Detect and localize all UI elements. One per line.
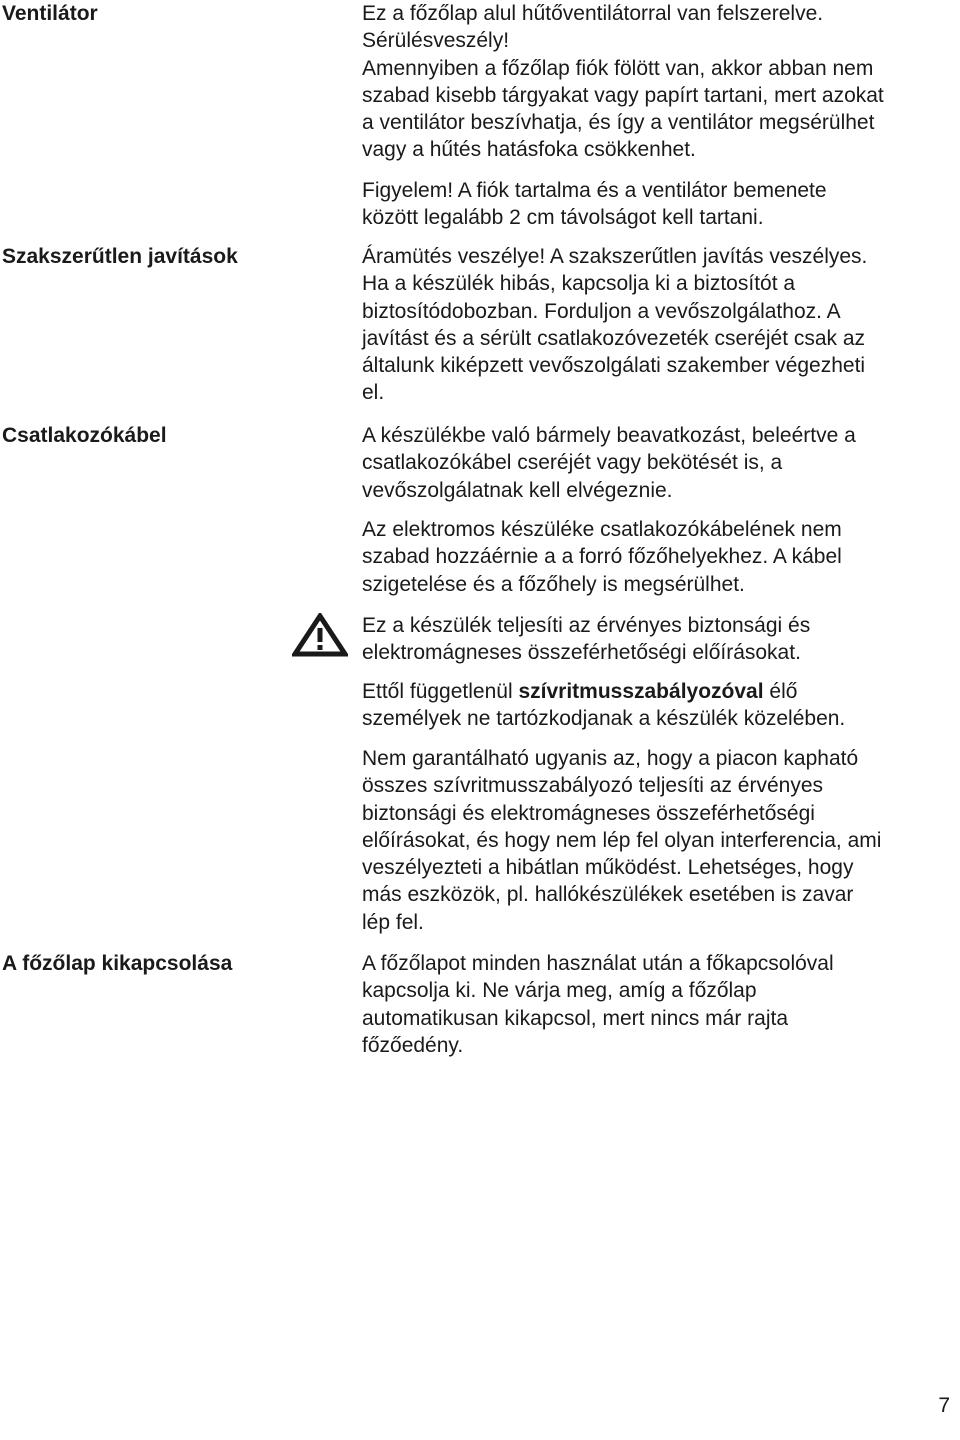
text-line: más eszközök, pl. hallókészülékek esetében is zavar	[362, 883, 854, 907]
paragraph-pacemaker	[362, 678, 960, 733]
text-line: biztonsági és elektromágneses összeférhetőségi	[362, 801, 815, 825]
text-line: Amennyiben a főzőlap fiók fölött van, akkor abban nem	[362, 56, 874, 80]
text-line: összes szívritmusszabályozó teljesíti az érvényes	[362, 774, 824, 798]
text-line: Ez a készülék teljesíti az érvényes biztonsági és	[362, 614, 811, 637]
paragraph-repairs	[362, 243, 960, 407]
text-line: általunk kiképzett vevőszolgálati szakember végezheti	[362, 354, 866, 378]
text-line	[362, 678, 960, 705]
paragraph-cable-contact	[362, 516, 960, 598]
text-line: Ez a főzőlap alul hűtőventilátorral van felszerelve.	[362, 2, 824, 25]
text-line: Áramütés veszélye! A szakszerűtlen javítás veszélyes.	[362, 245, 868, 268]
text-segment: Ettől függetlenül	[362, 680, 519, 703]
page-number: 7	[938, 1394, 950, 1417]
text-line: Ha a készülék hibás, kapcsolja ki a biztosítót a	[362, 272, 796, 296]
text-line: javítást és a sérült csatlakozóvezeték cseréjét csak az	[362, 326, 866, 350]
text-line: szabad kisebb tárgyakat vagy papírt tartani, mert azokat	[362, 83, 884, 107]
text-line: Figyelem! A fiók tartalma és a ventilátor bemenete	[362, 179, 827, 202]
text-line: a ventilátor beszívhatja, és így a ventilátor megsérülhet	[362, 111, 875, 135]
text-line: automatikusan kikapcsol, mert nincs már rajta	[362, 1006, 788, 1030]
text-line: lép fel.	[362, 910, 424, 934]
paragraph-ventilator	[362, 0, 960, 164]
text-line: veszélyezteti a hibátlan működést. Lehetséges, hogy	[362, 856, 854, 880]
text-line: biztosítódobozban. Forduljon a vevőszolgálathoz. A	[362, 299, 841, 323]
text-line: A főzőlapot minden használat után a főkapcsolóval	[362, 952, 834, 975]
text-line: vagy a hűtés hatásfoka csökkenhet.	[362, 138, 696, 162]
heading-switch-off: A főzőlap kikapcsolása	[2, 952, 233, 975]
text-line: előírásokat, és hogy nem lép fel olyan interferencia, ami	[362, 828, 882, 852]
text-line: Sérülésveszély!	[362, 29, 510, 53]
text-line: A készülékbe való bármely beavatkozást, beleértve a	[362, 424, 856, 447]
text-line: elektromágneses összeférhetőségi előírásokat.	[362, 641, 801, 665]
paragraph-attention	[362, 177, 960, 232]
text-line: szabad hozzáérnie a a forró főzőhelyekhez. A kábel	[362, 545, 842, 569]
heading-repairs: Szakszerűtlen javítások	[2, 245, 238, 268]
text-line: szigetelése és a főzőhely is megsérülhet.	[362, 572, 745, 596]
text-line: között legalább 2 cm távolságot kell tartani.	[362, 206, 764, 230]
text-line: el.	[362, 381, 385, 405]
heading-cable: Csatlakozókábel	[2, 424, 167, 447]
text-line: személyek ne tartózkodjanak a készülék közelében.	[362, 707, 846, 731]
text-line: Nem garantálható ugyanis az, hogy a piacon kapható	[362, 747, 859, 770]
text-line: csatlakozókábel cseréjét vagy bekötését is, a	[362, 451, 783, 475]
text-segment: élő	[763, 680, 798, 703]
text-line: Az elektromos készüléke csatlakozókábelének nem	[362, 518, 842, 541]
paragraph-compliance	[362, 612, 960, 667]
heading-ventilator: Ventilátor	[2, 2, 98, 25]
emphasis-text: szívritmusszabályozóval	[518, 680, 764, 703]
paragraph-cable-service	[362, 422, 960, 504]
text-line: kapcsolja ki. Ne várja meg, amíg a főzőlap	[362, 979, 757, 1003]
paragraph-guarantee	[362, 745, 960, 936]
text-line: főzőedény.	[362, 1033, 464, 1057]
paragraph-switch-off	[362, 950, 960, 1059]
text-line: vevőszolgálatnak kell elvégeznie.	[362, 478, 673, 502]
warning-triangle-icon	[292, 613, 348, 657]
